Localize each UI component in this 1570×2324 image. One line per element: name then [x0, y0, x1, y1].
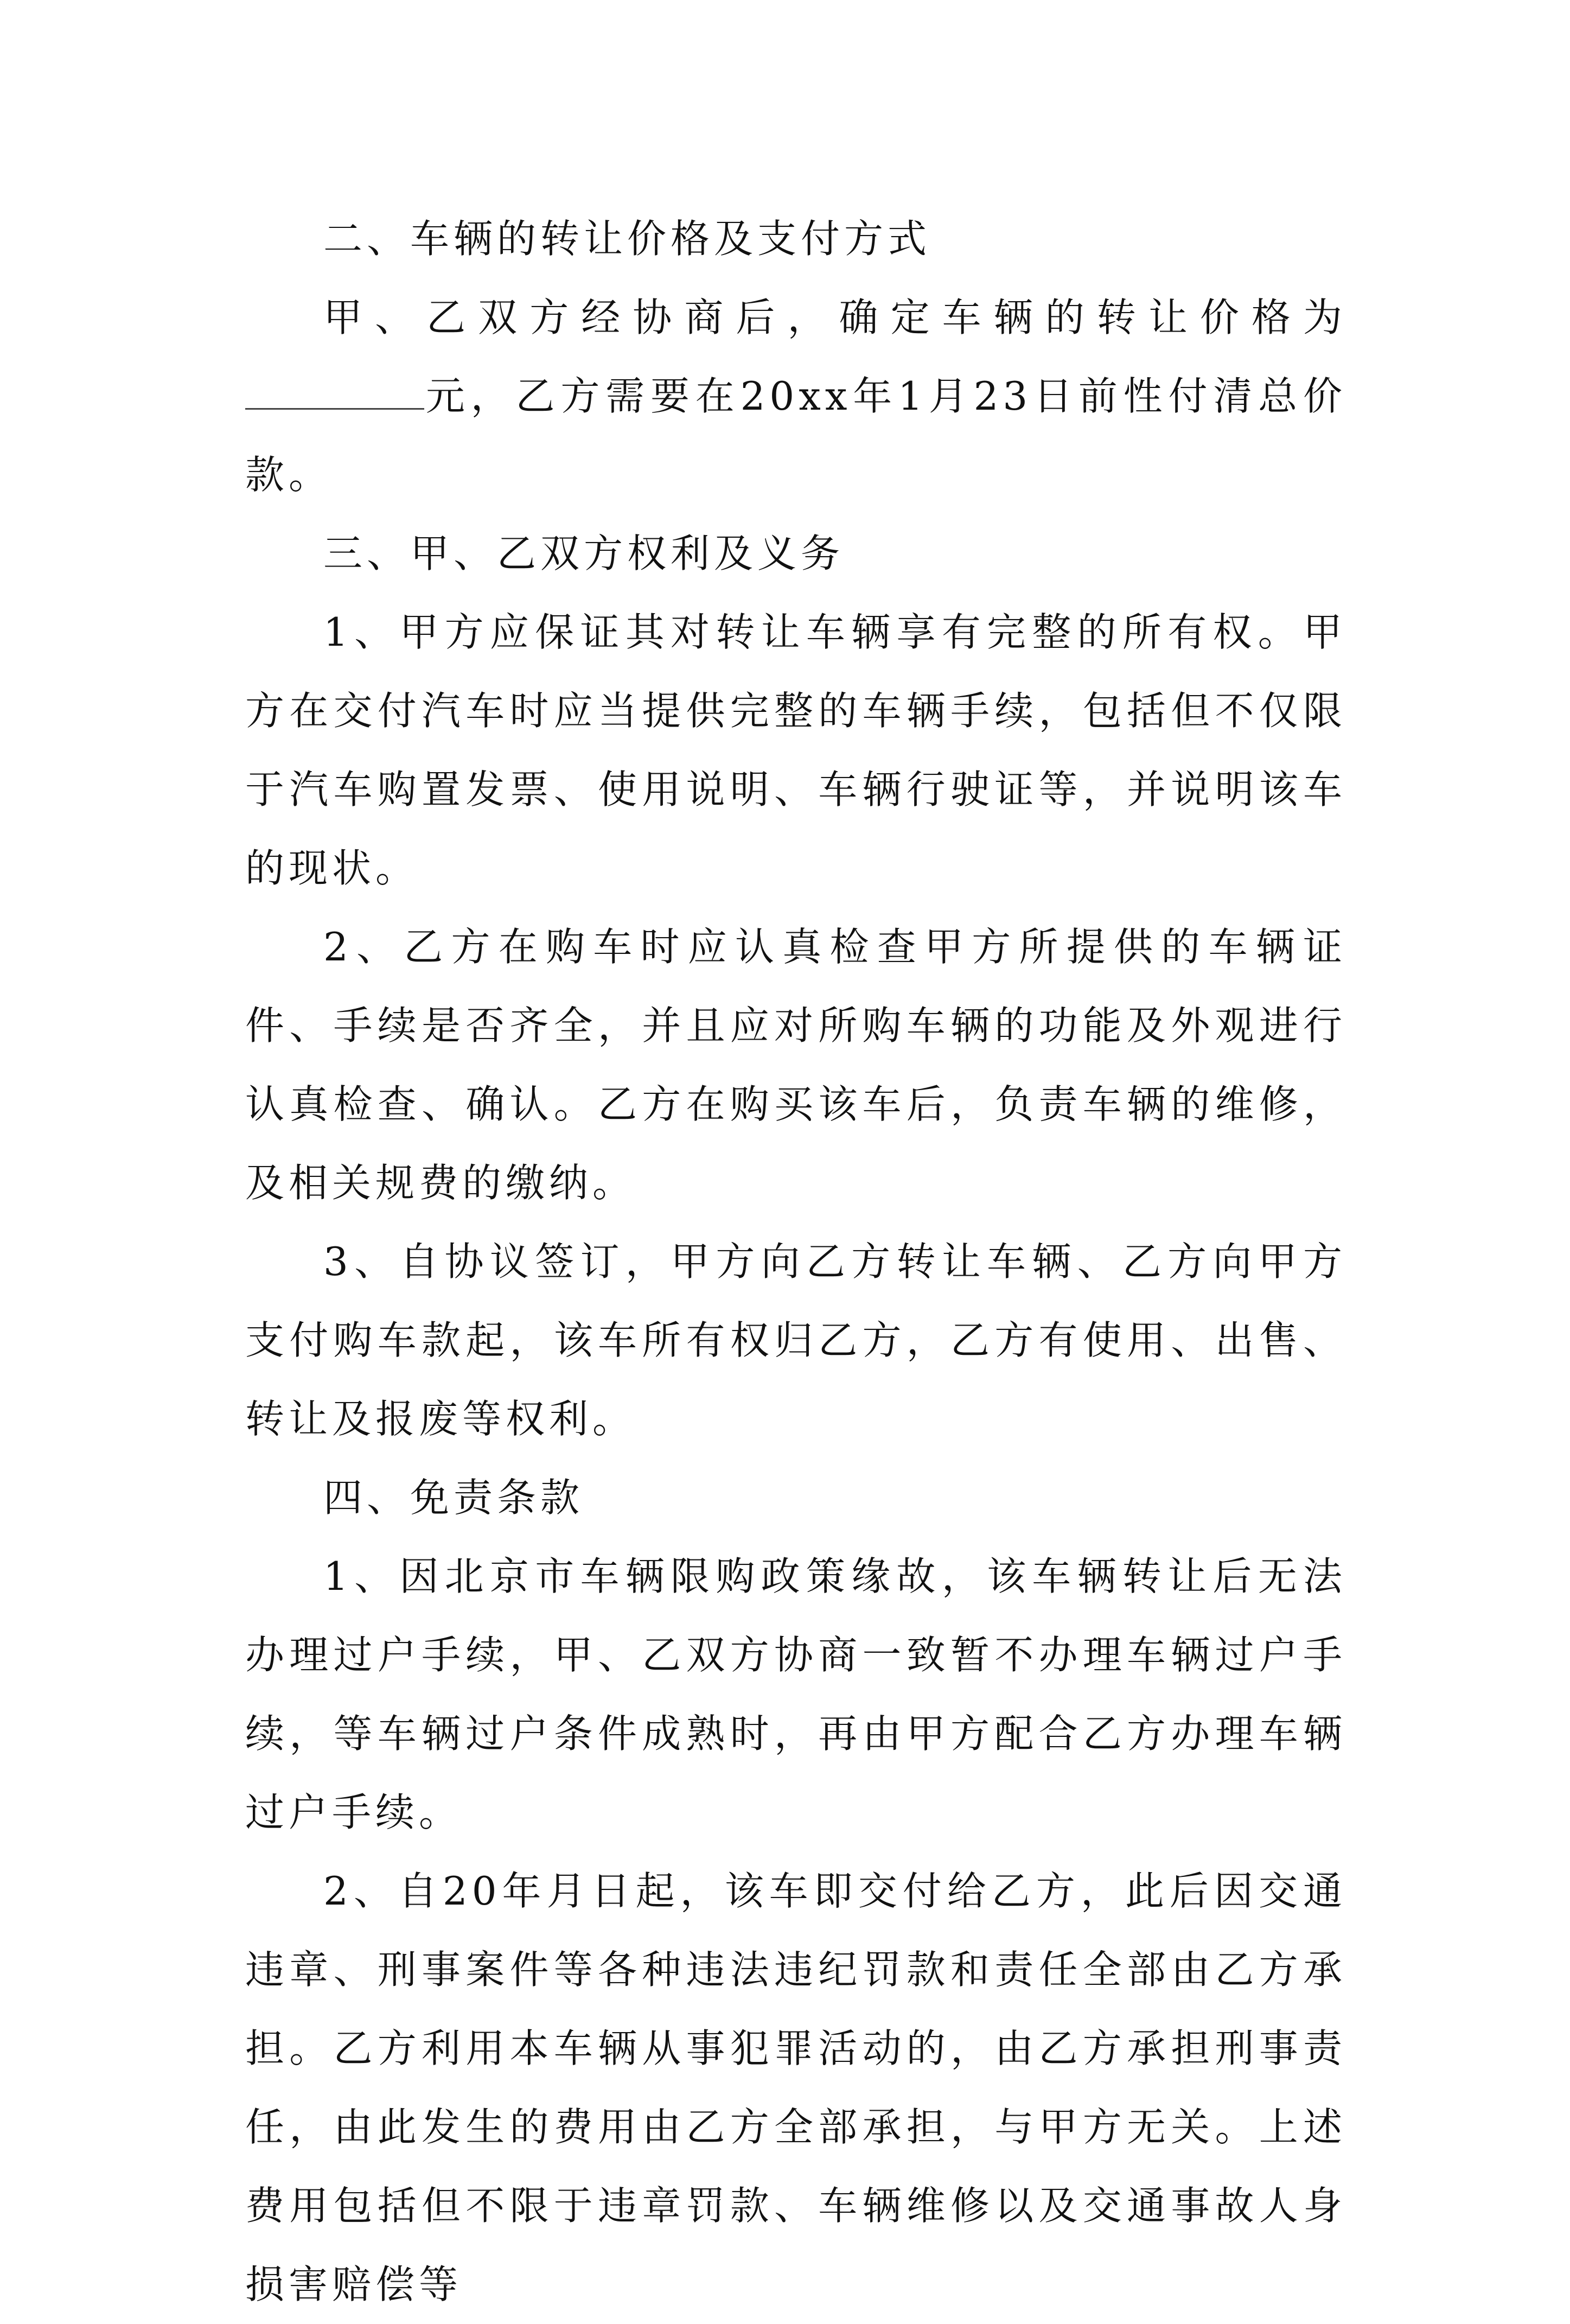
section-heading-rights: 三、甲、乙双方权利及义务	[323, 531, 845, 576]
paragraph-disclaimer-1: 1、因北京市车辆限购政策缘故，该车辆转让后无法办理过户手续，甲、乙双方协商一致暂不办理车辆过户手续，等车辆过户条件成熟时，再由甲方配合乙方办理车辆过户手续。	[245, 1553, 1346, 1835]
paragraph-right-2: 2、乙方在购车时应认真检查甲方所提供的车辆证件、手续是否齐全，并且应对所购车辆的功能及外观进行认真检查、确认。乙方在购买该车后，负责车辆的维修，及相关规费的缴纳。	[245, 924, 1346, 1206]
paragraph-right-1: 1、甲方应保证其对转让车辆享有完整的所有权。甲方在交付汽车时应当提供完整的车辆手续，包括但不仅限于汽车购置发票、使用说明、车辆行驶证等，并说明该车的现状。	[245, 609, 1346, 891]
price-tail-text: 元，乙方需要在20xx年1月23日前性付清总价款。	[245, 373, 1346, 498]
paragraph-right-3: 3、自协议签订，甲方向乙方转让车辆、乙方向甲方支付购车款起，该车所有权归乙方，乙方有使用、出售、转让及报废等权利。	[245, 1239, 1346, 1442]
price-intro-text: 甲、乙双方经协商后，确定车辆的转让价格为	[323, 295, 1346, 340]
document-body	[245, 200, 1346, 2324]
paragraph-disclaimer-2: 2、自20年月日起，该车即交付给乙方，此后因交通违章、刑事案件等各种违法违纪罚款和责任全部由乙方承担。乙方利用本车辆从事犯罪活动的，由乙方承担刑事责任，由此发生的费用由乙方全部承担，与甲方无关。上述费用包括但不限于违章罚款、车辆维修以及交通事故人身损害赔偿等	[245, 1868, 1346, 2307]
section-heading-disclaimer: 四、免责条款	[323, 1475, 584, 1520]
price-blank-line	[245, 374, 424, 410]
section-heading-price: 二、车辆的转让价格及支付方式	[323, 216, 931, 262]
paragraph-price	[245, 278, 1346, 514]
